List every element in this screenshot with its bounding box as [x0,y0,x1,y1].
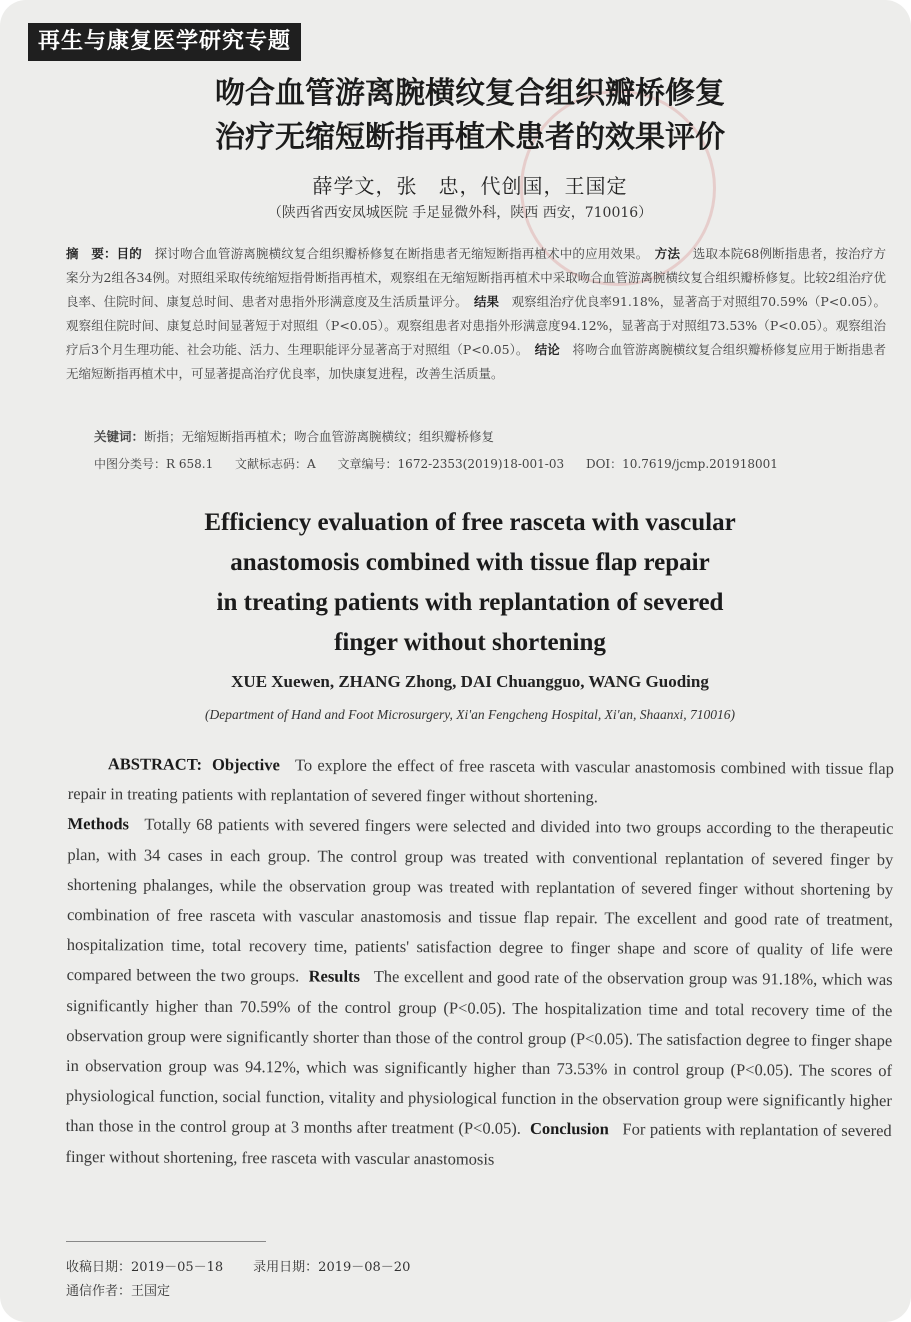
section-tag: 再生与康复医学研究专题 [28,23,301,61]
keywords-label: 关键词： [94,429,145,444]
accepted-date: 录用日期：2019－08－20 [253,1260,411,1275]
received-date: 收稿日期：2019－05－18 [66,1260,224,1275]
english-title [120,503,820,663]
english-title-line: finger without shortening [334,629,606,656]
chinese-title-line: 吻合血管游离腕横纹复合组织瓣桥修复 [215,76,725,111]
objective-text: 探讨吻合血管游离腕横纹复合组织瓣桥修复在断指患者无缩短断指再植术中的应用效果。 [154,246,643,261]
methods-label: 方法 [654,246,681,261]
results-text: 观察组治疗优良率91.18%，显著高于对照组70.59%（P<0.05）。观察组住院时间、康复总时间显著短于对照组（P<0.05）。观察组患者对患指外形满意度94.12%，显著高于对照组73.53%（P<0.05）。观察组治疗后3个月生理功能、社会功能、活力、生理职能评分显著高于对照组（P<0.05）。 [66,294,886,357]
conclusion-text: 将吻合血管游离腕横纹复合组织瓣桥修复应用于断指患者无缩短断指再植术中，可显著提高治疗优良率，加快康复进程，改善生活质量。 [66,342,886,381]
english-affiliation: (Department of Hand and Foot Microsurgery, Xi'an Fengcheng Hospital, Xi'an, Shaanxi, 710016) [204,707,736,722]
document-code: 文献标志码：A [235,457,316,471]
chinese-title [120,72,820,160]
footnote [66,1256,666,1304]
chinese-affiliation: （陕西省西安凤城医院 手足显微外科，陕西 西安，710016） [267,205,653,221]
english-authors: XUE Xuewen, ZHANG Zhong, DAI Chuangguo, WANG Guoding [231,672,709,691]
conclusion-label: Conclusion [529,1119,609,1139]
objective-label: Objective [211,754,280,775]
english-abstract [65,749,894,1177]
objective-text: To explore the effect of free rasceta with vascular anastomosis combined with tissue flap repair in treating patients with replantation of severed finger without shortening. [67,755,894,807]
methods-text: 选取本院68例断指患者，按治疗方案分为2组各34例。对照组采取传统缩短指骨断指再植术，观察组在无缩短断指再植术中采取吻合血管游离腕横纹复合组织瓣桥修复。比较2组治疗优良率、住院时间、康复总时间、患者对患指外形满意度及生活质量评分。 [66,246,886,309]
english-title-line: in treating patients with replantation of severed [216,589,724,616]
chinese-abstract [66,242,886,386]
conclusion-text: For patients with replantation of severed finger without shortening, free rasceta with vascular anastomosis [65,1119,892,1169]
doi: DOI：10.7619/jcmp.201918001 [585,457,778,471]
corresponding-author: 通信作者：王国定 [66,1284,171,1299]
english-title-line: Efficiency evaluation of free rasceta with vascular [204,509,736,536]
objective-label: 目的 [116,246,142,261]
conclusion-label: 结论 [534,342,560,357]
chinese-title-line: 治疗无缩短断指再植术患者的效果评价 [215,120,725,155]
footnote-divider [66,1241,266,1242]
chinese-keywords [94,427,874,445]
results-label: 结果 [473,294,500,309]
keywords-text: 断指；无缩短断指再植术；吻合血管游离腕横纹；组织瓣桥修复 [144,429,495,444]
results-label: Results [308,966,361,987]
methods-label: Methods [67,814,130,834]
methods-text: Totally 68 patients with severed fingers were selected and divided into two groups according to the therapeutic plan, with 34 cases in each group. The control group was treated with conventional replantation of severed finger by shortening phalanges, while the observation group was treated with replantation of severed finger without shortening by combination of free rasceta with vascular anastomosis and tissue flap repair. The excellent and good rate of treatment, hospitalization time, total recovery time, patients' satisfaction degree to finger shape and score of quality of life were compared between the two groups. [66,814,894,986]
english-title-line: anastomosis combined with tissue flap repair [230,549,710,576]
classification-line [94,455,894,472]
results-text: The excellent and good rate of the observation group was 91.18%, which was significantly higher than 70.59% of the control group (P<0.05). The hospitalization time and total recovery time of the observation group were significantly shorter than those of the control group (P<0.05). The satisfaction degree to finger shape in observation group was 94.12%, which was significantly higher than 73.53% in control group (P<0.05). The scores of physiological function, social function, vitality and physiological function in the observation group were significantly higher than those in the control group at 3 months after treatment (P<0.05). [65,967,893,1139]
abstract-label: 摘 要： [66,246,117,261]
abstract-label: ABSTRACT: [107,754,203,774]
article-number: 文章编号：1672-2353(2019)18-001-03 [337,457,565,471]
clc-number: 中图分类号：R 658.1 [94,457,214,471]
chinese-authors: 薛学文，张 忠，代创国，王国定 [312,174,628,198]
